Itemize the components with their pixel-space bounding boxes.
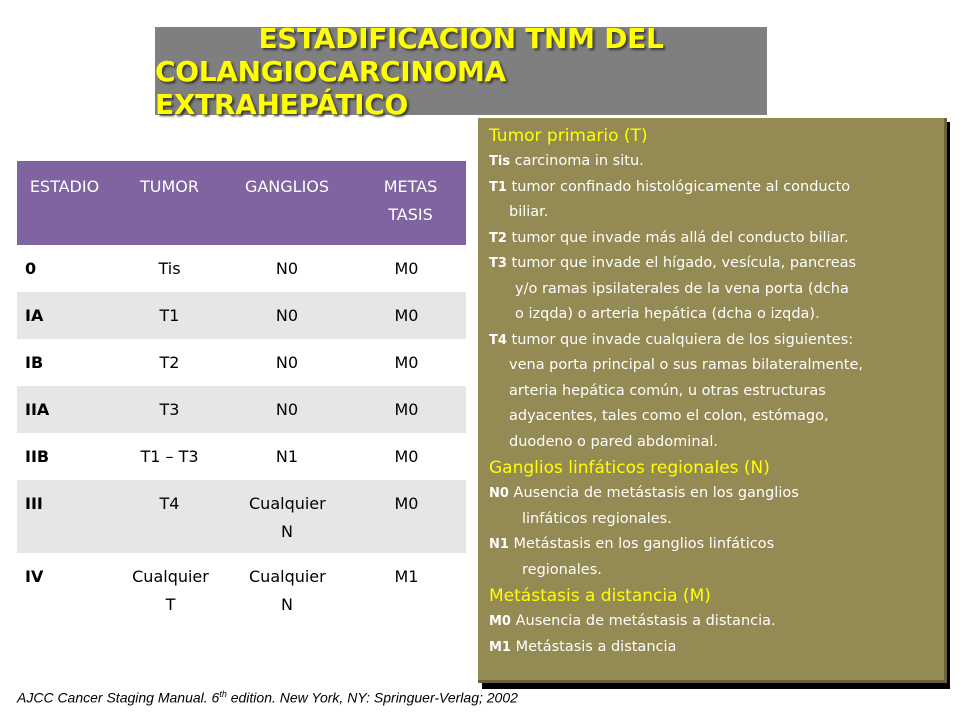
citation-before: AJCC Cancer Staging Manual. 6	[17, 689, 220, 706]
cell-stage: IB	[17, 339, 112, 386]
cell-metastasis: M0	[347, 245, 466, 292]
title-line-2: COLANGIOCARCINOMA EXTRAHEPÁTICO	[155, 54, 506, 121]
t4-text-3: arteria hepática común, u otras estructuras	[509, 382, 826, 399]
staging-table	[17, 161, 466, 625]
t4-code: T4	[489, 332, 507, 348]
citation-sup: th	[219, 689, 227, 699]
citation-after: edition. New York, NY: Springuer-Verlag; 2002	[226, 689, 518, 706]
t2-definition	[489, 226, 936, 252]
t1-text-1: tumor confinado histológicamente al conducto	[511, 178, 851, 195]
t4-text-5: duodeno o pared abdominal.	[509, 433, 719, 450]
cell-tumor: T3	[112, 386, 227, 433]
table-row	[17, 339, 466, 386]
t3-text-2: y/o ramas ipsilaterales de la vena porta (dcha	[515, 280, 849, 297]
cell-tumor: T2	[112, 339, 227, 386]
cell-nodes: N0	[227, 245, 347, 292]
table-row	[17, 386, 466, 433]
cell-nodes: Cualquier N	[227, 553, 347, 625]
n0-definition	[489, 481, 936, 507]
n1-text-1: Metástasis en los ganglios linfáticos	[513, 536, 775, 552]
t2-text: tumor que invade más allá del conducto biliar.	[511, 229, 849, 246]
tis-text: carcinoma in situ.	[514, 153, 644, 169]
cell-stage: III	[17, 480, 112, 553]
m0-code: M0	[489, 614, 511, 629]
cell-stage: 0	[17, 245, 112, 292]
table-row	[17, 292, 466, 339]
table-header-row	[17, 161, 466, 245]
cell-nodes: N0	[227, 339, 347, 386]
header-ganglios: GANGLIOS	[227, 161, 347, 245]
nodes-heading: Ganglios linfáticos regionales (N)	[489, 458, 770, 478]
t1-definition	[489, 175, 936, 201]
tumor-heading: Tumor primario (T)	[489, 126, 648, 146]
cell-metastasis: M0	[347, 480, 466, 553]
m1-definition	[489, 635, 936, 661]
m1-code: M1	[489, 639, 511, 655]
cell-nodes: N0	[227, 292, 347, 339]
cell-metastasis: M0	[347, 292, 466, 339]
n1-definition	[489, 532, 936, 558]
m0-definition	[489, 609, 936, 635]
header-estadio: ESTADIO	[17, 161, 112, 245]
t3-definition	[489, 251, 936, 277]
metastasis-heading: Metástasis a distancia (M)	[489, 586, 711, 606]
cell-metastasis: M0	[347, 433, 466, 480]
t3-text-3: o izqda) o arteria hepática (dcha o izqda).	[515, 306, 820, 322]
t4-text-1: tumor que invade cualquiera de los siguientes:	[511, 331, 854, 348]
t4-definition	[489, 328, 936, 354]
t3-code: T3	[489, 256, 507, 271]
cell-metastasis: M0	[347, 386, 466, 433]
t1-text-2: biliar.	[509, 204, 549, 220]
title-banner	[155, 21, 767, 121]
t2-code: T2	[489, 230, 507, 246]
cell-nodes: N1	[227, 433, 347, 480]
m0-text: Ausencia de metástasis a distancia.	[515, 613, 776, 629]
t4-text-2: vena porta principal o sus ramas bilateralmente,	[509, 357, 864, 373]
n1-text-2: regionales.	[522, 561, 602, 578]
table-row	[17, 553, 466, 625]
cell-metastasis: M1	[347, 553, 466, 625]
title-line-1: ESTADIFICACION TNM DEL	[258, 21, 664, 55]
n1-code: N1	[489, 537, 509, 552]
n0-text-2: linfáticos regionales.	[522, 510, 672, 527]
n0-code: N0	[489, 486, 509, 501]
table-row	[17, 480, 466, 553]
table-row	[17, 245, 466, 292]
cell-tumor: T4	[112, 480, 227, 553]
t3-text-1: tumor que invade el hígado, vesícula, pancreas	[511, 255, 857, 271]
table-row	[17, 433, 466, 480]
n0-text-1: Ausencia de metástasis en los ganglios	[513, 485, 799, 501]
t1-code: T1	[489, 179, 507, 195]
tis-definition	[489, 149, 936, 175]
cell-tumor: T1	[112, 292, 227, 339]
cell-nodes: N0	[227, 386, 347, 433]
citation	[17, 689, 518, 706]
cell-stage: IIB	[17, 433, 112, 480]
cell-stage: IA	[17, 292, 112, 339]
cell-stage: IV	[17, 553, 112, 625]
definitions-panel	[478, 118, 947, 683]
header-metastasis: METAS TASIS	[347, 161, 466, 245]
header-tumor: TUMOR	[112, 161, 227, 245]
cell-stage: IIA	[17, 386, 112, 433]
cell-nodes: Cualquier N	[227, 480, 347, 553]
cell-metastasis: M0	[347, 339, 466, 386]
m1-text: Metástasis a distancia	[515, 638, 677, 655]
tis-code: Tis	[489, 154, 511, 169]
cell-tumor: Cualquier T	[112, 553, 227, 625]
t4-text-4: adyacentes, tales como el colon, estómago,	[509, 408, 829, 424]
cell-tumor: T1 – T3	[112, 433, 227, 480]
cell-tumor: Tis	[112, 245, 227, 292]
